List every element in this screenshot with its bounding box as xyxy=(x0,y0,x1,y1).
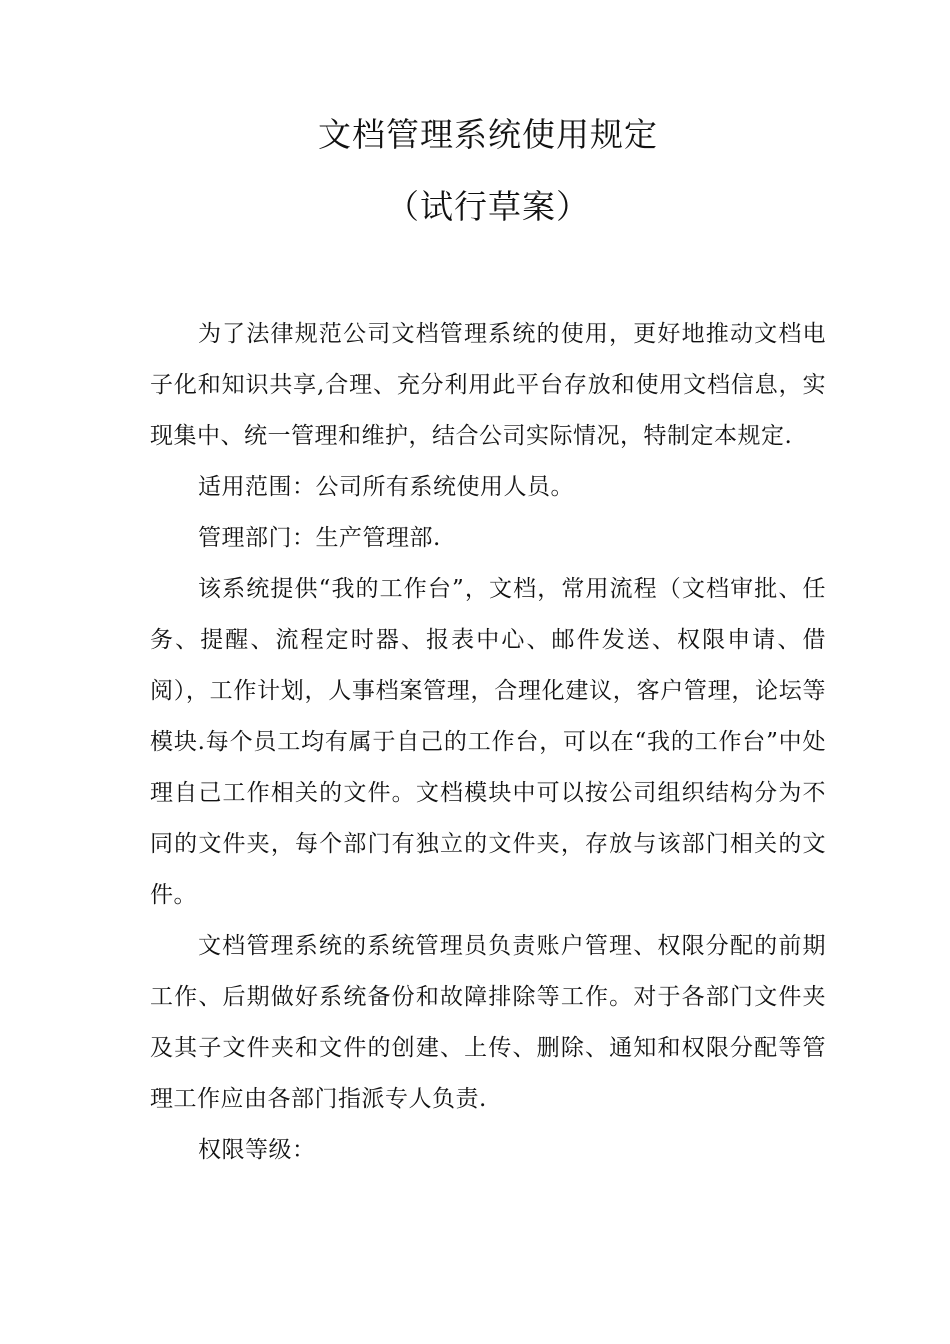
document-subtitle: （试行草案） xyxy=(386,187,590,226)
paragraph-modules: 该系统提供“我的工作台”，文档，常用流程（文档审批、任务、提醒、流程定时器、报表中心、邮件发送、权限申请、借阅），工作计划，人事档案管理，合理化建议，客户管理，论坛等模块.每个员工均有属于自己的工作台，可以在“我的工作台”中处理自己工作相关的文件。文档模块中可以按公司组织结构分为不同的文件夹，每个部门有独立的文件夹，存放与该部门相关的文件。 xyxy=(150,576,826,908)
paragraph-admin: 文档管理系统的系统管理员负责账户管理、权限分配的前期工作、后期做好系统备份和故障排除等工作。对于各部门文件夹及其子文件夹和文件的创建、上传、删除、通知和权限分配等管理工作应由各部门指派专人负责. xyxy=(150,933,826,1112)
paragraph-scope: 适用范围：公司所有系统使用人员。 xyxy=(198,474,574,500)
paragraph-purpose: 为了法律规范公司文档管理系统的使用，更好地推动文档电子化和知识共享,合理、充分利用此平台存放和使用文档信息，实现集中、统一管理和维护，结合公司实际情况，特制定本规定. xyxy=(150,321,826,449)
paragraph-permission-levels: 权限等级： xyxy=(198,1137,316,1163)
document-title: 文档管理系统使用规定 xyxy=(318,115,658,154)
paragraph-department: 管理部门：生产管理部. xyxy=(198,525,441,551)
document-body xyxy=(150,309,826,1176)
